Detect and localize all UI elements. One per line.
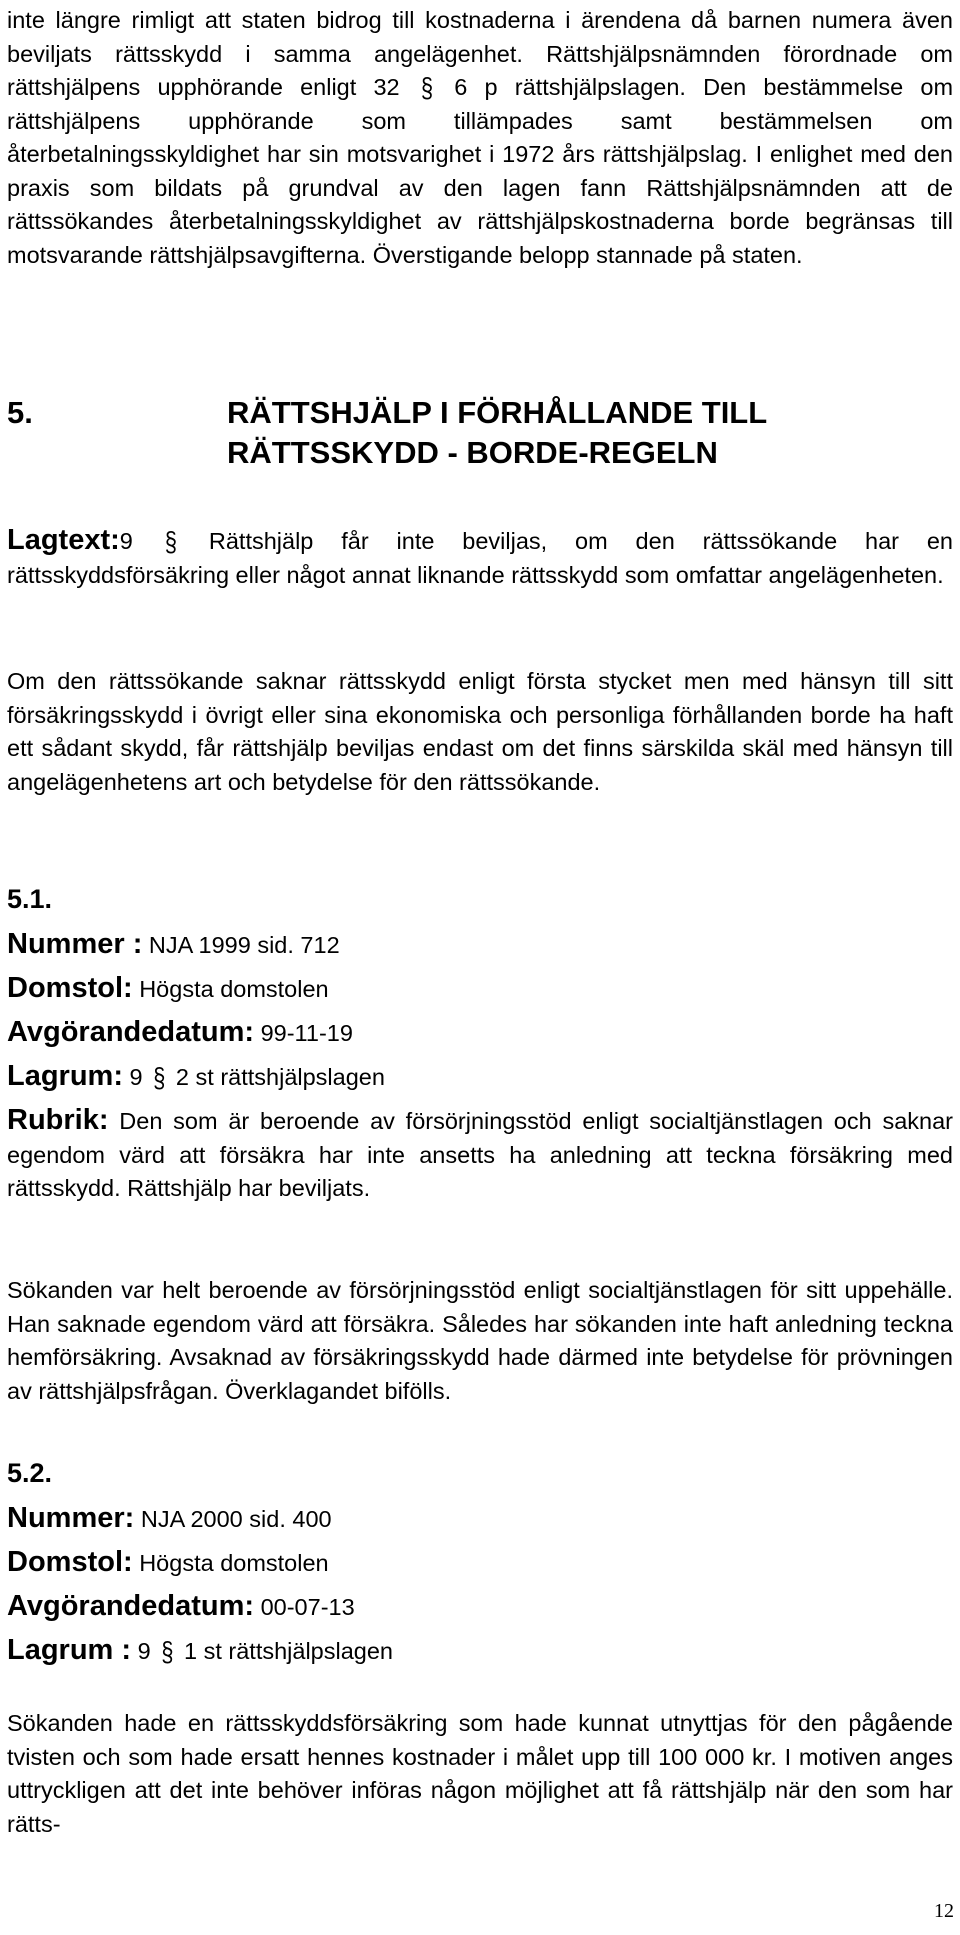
- lagrum-value: 1 st rättshjälpslagen: [183, 1638, 393, 1664]
- section-symbol: §: [161, 1635, 174, 1668]
- datum-value: 00-07-13: [260, 1594, 355, 1620]
- domstol-label: Domstol:: [7, 972, 133, 1004]
- case-body: Sökanden hade en rättsskyddsförsäkring som hade kunnat utnyttjas för den pågående tvisten och som hade ersatt hennes kostnader i målet upp till 100 000 kr. I motiven anges uttryckligen att det inte behöver införas någon möjlighet att få rättshjälp när den som har rätts-: [7, 1710, 953, 1837]
- nummer-field: [7, 928, 340, 963]
- section-heading: [7, 393, 767, 473]
- lagrum-number: 9: [129, 1064, 143, 1090]
- section-title-line2: RÄTTSSKYDD - BORDE-REGELN: [227, 435, 718, 470]
- domstol-label: Domstol:: [7, 1546, 133, 1578]
- datum-value: 99-11-19: [260, 1020, 353, 1046]
- lagrum-number: 9: [137, 1638, 151, 1664]
- intro-text-start: inte längre rimligt att staten bidrog till kostnaderna i ärendena då barnen numera även beviljats rättsskydd i samma angelägenhet. Rättshjälpsnämnden förordnade om rättshjälpens upphörande enligt 32: [7, 7, 953, 100]
- nummer-value: NJA 2000 sid. 400: [140, 1506, 332, 1532]
- nummer-label: Nummer:: [7, 1502, 135, 1534]
- domstol-value: Högsta domstolen: [139, 976, 329, 1002]
- law-paragraph-2: Om den rättssökande saknar rättsskydd enligt första stycket men med hänsyn till sitt försäkringsskydd i övrigt eller sina ekonomiska och personliga förhållanden borde ha haft ett sådant skydd, får rättshjälp beviljas endast om det finns särskilda skäl med hänsyn till angelägenhetens art och betydelse för den rättssökande.: [7, 668, 953, 795]
- rubrik-value: Den som är beroende av försörjningsstöd enligt socialtjänstlagen och saknar egendom värd att försäkra har inte ansetts ha anledning att teckna försäkring med rättsskydd. Rättshjälp har beviljats.: [7, 1108, 953, 1201]
- lagtext-text: Rättshjälp får inte beviljas, om den rättssökande har en rättsskyddsförsäkring eller något annat liknande rättsskydd som omfattar angelägenheten.: [7, 528, 954, 588]
- lagrum-field: [7, 1060, 385, 1095]
- domstol-value: Högsta domstolen: [139, 1550, 329, 1576]
- page-number: 12: [934, 1900, 954, 1922]
- datum-label: Avgörandedatum:: [7, 1016, 255, 1048]
- datum-field: [7, 1590, 355, 1625]
- lagtext-label: Lagtext:: [7, 524, 120, 556]
- domstol-field: [7, 1546, 329, 1581]
- section-symbol: §: [420, 71, 434, 104]
- section-symbol: §: [153, 1061, 166, 1094]
- section-number: 5.: [7, 395, 33, 430]
- rubrik-field: [7, 1104, 953, 1206]
- section-symbol: §: [164, 525, 177, 558]
- lagtext-paragraph: [7, 524, 953, 592]
- nummer-field: [7, 1502, 332, 1537]
- lagrum-field: [7, 1634, 393, 1669]
- domstol-field: [7, 972, 329, 1007]
- section-title-line1: RÄTTSHJÄLP I FÖRHÅLLANDE TILL: [227, 395, 768, 430]
- lagtext-number: 9: [119, 528, 133, 554]
- lagrum-label: Lagrum:: [7, 1060, 123, 1092]
- case-body: Sökanden var helt beroende av försörjningsstöd enligt socialtjänstlagen för sitt uppehälle. Han saknade egendom värd att försäkra. Således har sökanden inte haft anledning teckna hemförsäkring. Avsaknad av försäkringsskydd hade därmed inte betydelse för prövningen av rättshjälpsfrågan. Överklagandet bifölls.: [7, 1277, 953, 1404]
- nummer-value: NJA 1999 sid. 712: [148, 932, 340, 958]
- datum-label: Avgörandedatum:: [7, 1590, 255, 1622]
- datum-field: [7, 1016, 353, 1051]
- intro-paragraph: [7, 4, 953, 272]
- lagrum-value: 2 st rättshjälpslagen: [175, 1064, 385, 1090]
- case-number: 5.1.: [7, 884, 53, 914]
- intro-text-end: 6 p rättshjälpslagen. Den bestämmelse om rättshjälpens upphörande som tillämpades samt bestämmelsen om återbetalningsskyldighet har sin motsvarighet i 1972 års rättshjälpslag. I enlighet med den praxis som bildats på grundval av den lagen fann Rättshjälpsnämnden att de rättssökandes återbetalningsskyldighet av rättshjälpskostnaderna borde begränsas till motsvarande rättshjälpsavgifterna. Överstigande belopp stannade på staten.: [7, 74, 954, 268]
- case-number: 5.2.: [7, 1458, 53, 1488]
- rubrik-label: Rubrik:: [7, 1104, 109, 1136]
- nummer-label: Nummer :: [7, 928, 143, 960]
- lagrum-label: Lagrum :: [7, 1634, 132, 1666]
